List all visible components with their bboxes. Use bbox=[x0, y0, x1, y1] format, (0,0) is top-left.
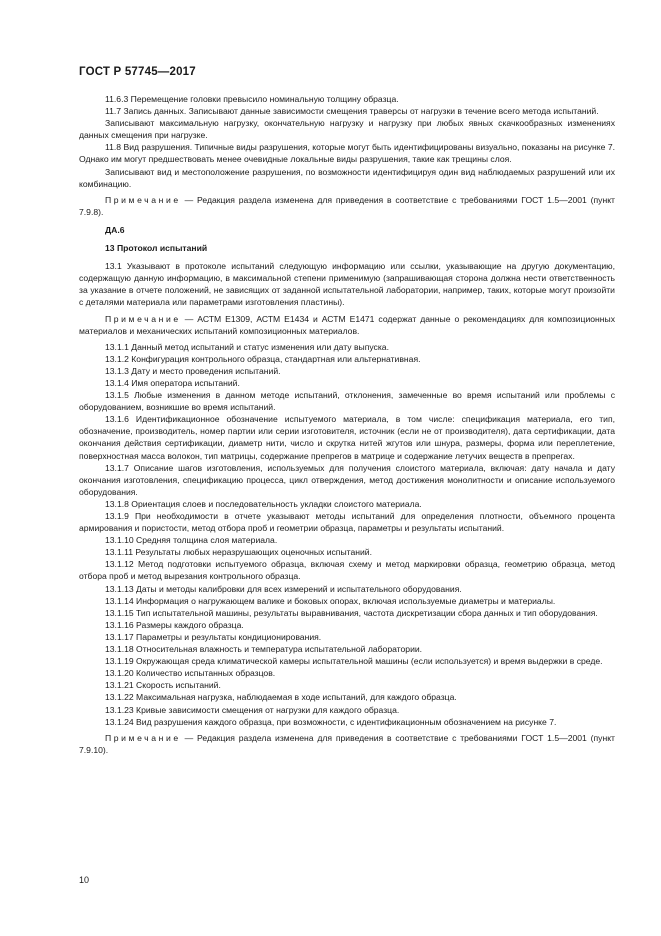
list-item-13-1-15: 13.1.15 Тип испытательной машины, результаты выравнивания, частота дискретизации сбора данных и тип оборудования. bbox=[105, 607, 598, 618]
list-item-13-1-11: 13.1.11 Результаты любых неразрушающих оценочных испытаний. bbox=[105, 547, 372, 558]
list-item-13-1-6: 13.1.6 Идентификационное обозначение испытуемого материала, в том числе: спецификация материала, его тип, обозначение, производитель, номер партии или серии изготовителя, источник (если не от производителя), дата сертификации, дата окончания действия сертификации, диаметр нити, число и скрутка нитей жгутов или шнура, размеры, форма или переплетение, поверхностная масса волокон, тип матрицы, содержание препрегов в матрице и содержание летучих веществ в препрегах. bbox=[79, 414, 615, 461]
list-item-13-1-2: 13.1.2 Конфигурация контрольного образца, стандартная или альтернативная. bbox=[105, 353, 421, 364]
note-2-text: — АСТМ Е1309, АСТМ Е1434 и АСТМ Е1471 содержат данные о рекомендациях для композиционных материалов и механических испытаний композиционных материалов. bbox=[79, 313, 615, 336]
note-3-text: — Редакция раздела изменена для приведения в соответствие с требованиями ГОСТ 1.5—2001 (пункт 7.9.10). bbox=[79, 732, 615, 755]
list-item-13-1-5: 13.1.5 Любые изменения в данном методе испытаний, отклонения, замеченные во время испытаний или проблемы с оборудованием, возникшие во время испытаний. bbox=[79, 390, 615, 413]
note-1 bbox=[79, 194, 615, 218]
section-13-heading: 13 Протокол испытаний bbox=[105, 243, 208, 254]
note-1-text: — Редакция раздела изменена для приведения в соответствие с требованиями ГОСТ 1.5—2001 (пункт 7.9.8). bbox=[79, 194, 615, 217]
list-item-13-1-3: 13.1.3 Дату и место проведения испытаний. bbox=[105, 365, 281, 376]
list-item-13-1-10: 13.1.10 Средняя толщина слоя материала. bbox=[105, 535, 278, 546]
list-item-13-1-20: 13.1.20 Количество испытанных образцов. bbox=[105, 668, 276, 679]
list-item-13-1-24: 13.1.24 Вид разрушения каждого образца, при возможности, с идентификационным обозначением на рисунке 7. bbox=[105, 716, 557, 727]
list-item-13-1-14: 13.1.14 Информация о нагружающем валике и боковых опорах, включая используемые диаметры и материалы. bbox=[105, 595, 556, 606]
note-3 bbox=[79, 732, 615, 756]
note-1-label: Примечание bbox=[105, 194, 181, 205]
document-body bbox=[79, 93, 615, 756]
list-item-13-1-4: 13.1.4 Имя оператора испытаний. bbox=[105, 377, 240, 388]
list-item-13-1-1: 13.1.1 Данный метод испытаний и статус изменения или дату выпуска. bbox=[105, 341, 389, 352]
note-2 bbox=[79, 313, 615, 337]
list-item-13-1-13: 13.1.13 Даты и методы калибровки для всех измерений и испытательного оборудования. bbox=[105, 583, 462, 594]
items-list bbox=[79, 341, 615, 728]
note-2-label: Примечание bbox=[105, 313, 181, 324]
paragraph-11-7b: Записывают максимальную нагрузку, окончательную нагрузку и нагрузку при любых явных скачкообразных изменениях данных смещения при нагрузке. bbox=[79, 118, 615, 141]
list-item-13-1-9: 13.1.9 При необходимости в отчете указывают методы испытаний для определения плотности, объемного процента армирования и пористости, метод отбора проб и геометрии образца, параметры и результаты испытаний. bbox=[79, 511, 615, 534]
list-item-13-1-16: 13.1.16 Размеры каждого образца. bbox=[105, 619, 244, 630]
list-item-13-1-12: 13.1.12 Метод подготовки испытуемого образца, включая схему и метод маркировки образца, геометрию образца, метод отбора проб и метод вырезания контрольного образца. bbox=[79, 559, 615, 582]
list-item-13-1-7: 13.1.7 Описание шагов изготовления, используемых для получения слоистого материала, включая: дату начала и дату окончания изготовления, спецификацию процесса, цикл отверждения, метод достижения монолитности и описание используемого оборудования. bbox=[79, 462, 615, 497]
page-number: 10 bbox=[79, 875, 90, 885]
note-3-label: Примечание bbox=[105, 732, 181, 743]
document-header: ГОСТ Р 57745—2017 bbox=[79, 66, 196, 78]
paragraph-11-6-3: 11.6.3 Перемещение головки превысило номинальную толщину образца. bbox=[105, 94, 399, 104]
list-item-13-1-8: 13.1.8 Ориентация слоев и последовательность укладки слоистого материала. bbox=[105, 498, 422, 509]
list-item-13-1-19: 13.1.19 Окружающая среда климатической камеры испытательной машины (если используется) и время выдержки в среде. bbox=[105, 656, 603, 667]
paragraph-13-1: 13.1 Указывают в протоколе испытаний следующую информацию или ссылки, указывающие на другую документацию, содержащую данную информацию, в максимальной степени применимую (запрашивающая сторона должна нести ответственность за указание в отчете положений, не зависящих от заданной испытательной лаборатории, например, таких, которые могут произойти с деталями материала или параметрами изготовления пластины). bbox=[79, 261, 615, 308]
paragraph-11-8b: Записывают вид и местоположение разрушения, по возможности идентифицируя один вид наблюдаемых разрушений или их комбинацию. bbox=[79, 166, 615, 189]
list-item-13-1-18: 13.1.18 Относительная влажность и температура испытательной лаборатории. bbox=[105, 644, 423, 655]
paragraph-11-8: 11.8 Вид разрушения. Типичные виды разрушения, которые могут быть идентифицированы визуально, показаны на рисунке 7. Однако им могут предшествовать менее очевидные локальные виды разрушения, такие как трещины слоя. bbox=[79, 142, 615, 165]
appendix-da6-heading: ДА.6 bbox=[105, 224, 125, 235]
list-item-13-1-23: 13.1.23 Кривые зависимости смещения от нагрузки для каждого образца. bbox=[105, 704, 400, 715]
list-item-13-1-21: 13.1.21 Скорость испытаний. bbox=[105, 680, 221, 691]
list-item-13-1-22: 13.1.22 Максимальная нагрузка, наблюдаемая в ходе испытаний, для каждого образца. bbox=[105, 692, 457, 703]
list-item-13-1-17: 13.1.17 Параметры и результаты кондиционирования. bbox=[105, 631, 322, 642]
paragraph-11-7: 11.7 Запись данных. Записывают данные зависимости смещения траверсы от нагрузки в течение всего метода испытаний. bbox=[105, 106, 599, 117]
